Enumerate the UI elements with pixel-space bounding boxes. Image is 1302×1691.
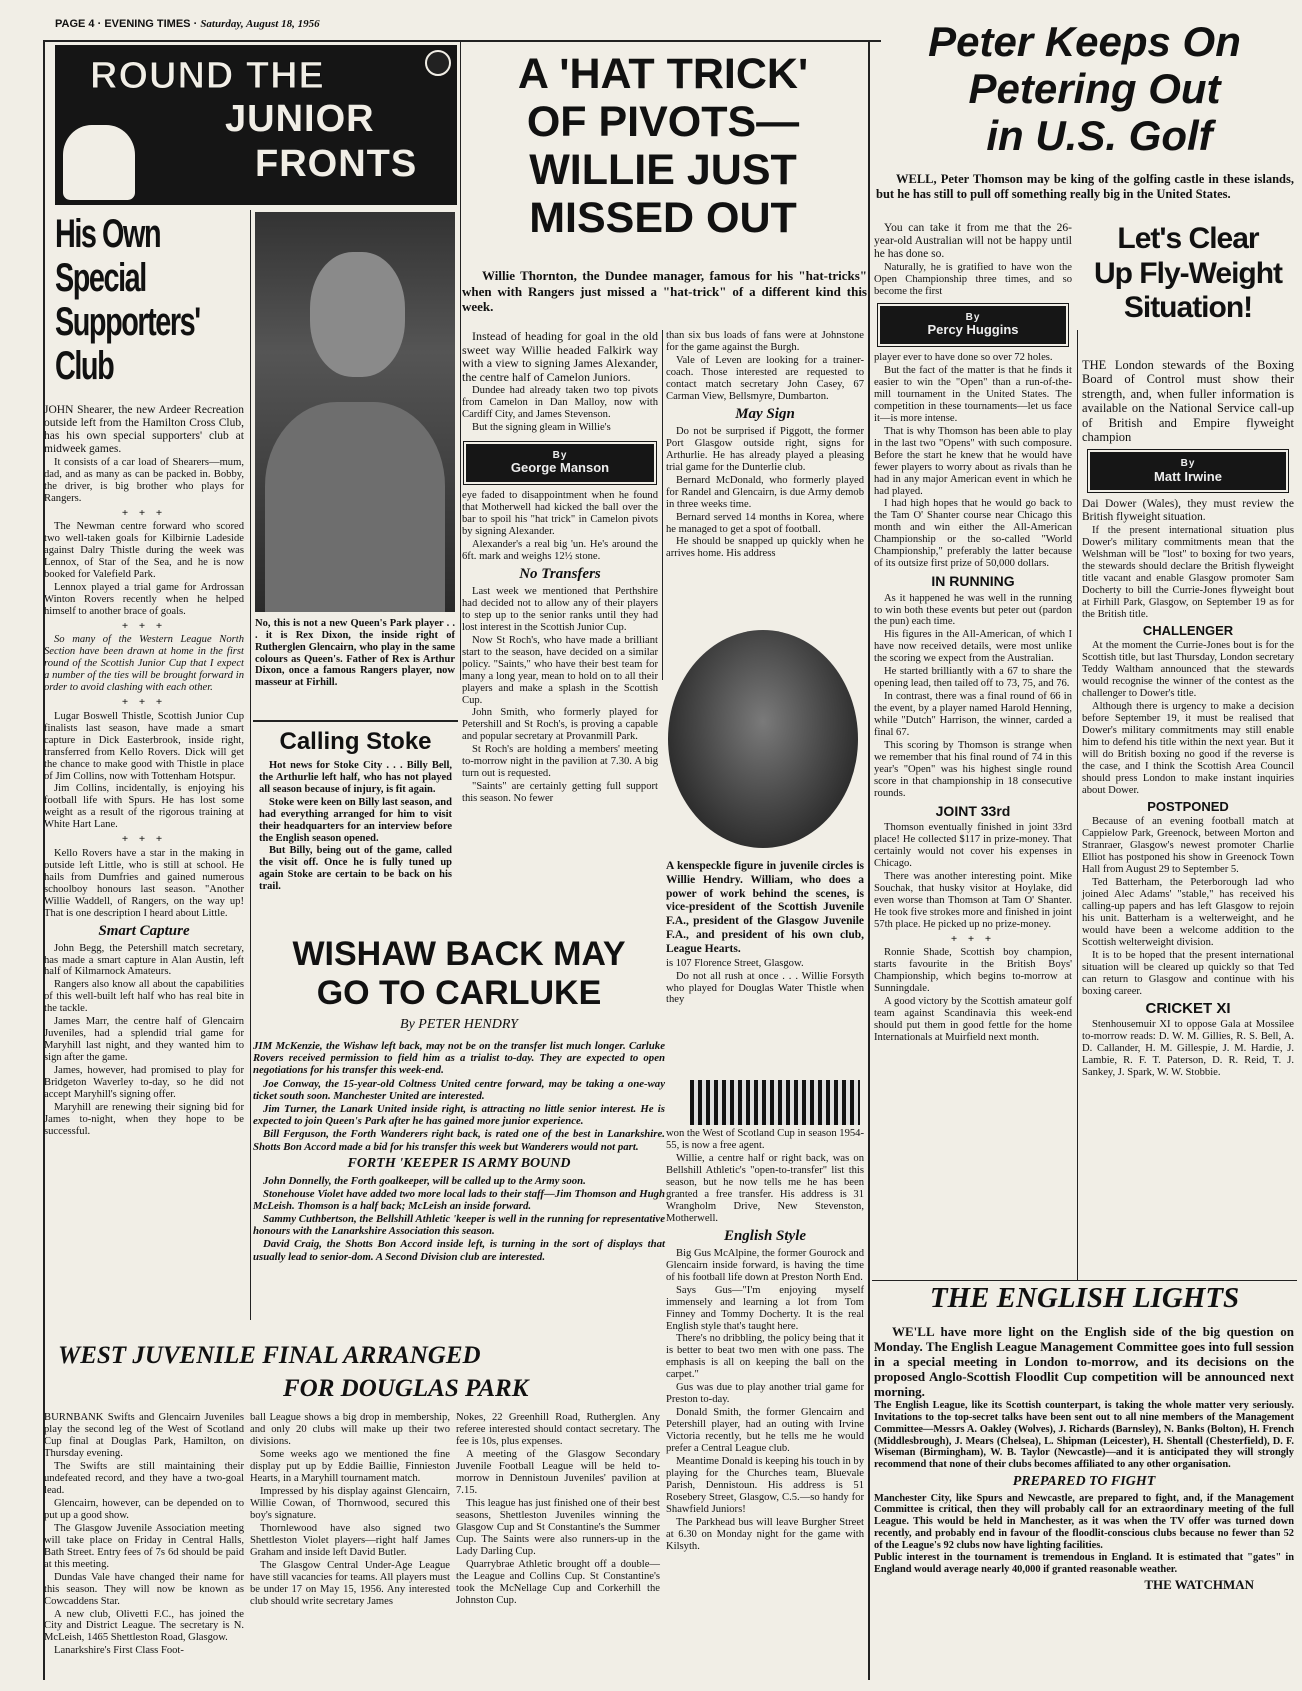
- subhead-postponed: POSTPONED: [1147, 798, 1229, 814]
- calling-stoke-text: [253, 760, 458, 892]
- subhead-may-sign: May Sign: [735, 405, 795, 422]
- westjuv-para: A new club, Olivetti F.C., has joined the City and District League. The secretary is N. McLeish, 1465 Shettleston Road, Glasgow.: [44, 1608, 244, 1644]
- hattrick-lead: Willie Thornton, the Dundee manager, famous for his "hat-tricks" when with Rangers just missed a "hat-trick" of a different kind this week.: [462, 268, 867, 315]
- boxing-para: Although there is urgency to make a decision before September 19, it must be realised that Dower's military commitments may still enable him to defend his title within the next year. But it will do British boxing no good if the reverse is the case, and I think the Scottish Area Council should press London to make instant inquiries about Dower.: [1082, 701, 1294, 796]
- golf-line: Peter Keeps On: [928, 18, 1241, 65]
- english-top-rule: [872, 1280, 1297, 1281]
- westjuv-para: Quarrybrae Athletic brought off a double—the League and Collins Cup. St Constantine's took the McNellage Cup and Corkerhill the Johnston Cup.: [456, 1558, 660, 1606]
- hattrick-line: OF PIVOTS—: [526, 98, 800, 147]
- english-para: Manchester City, like Spurs and Newcastle, are prepared to fight, and, if the Management Committee is critical, then they will probably call for an extraordinary meeting of the full League. This would be held in Manchester, as it was when the TV offer was turned down recently, and probably end in favour of the floodlit-conscious clubs because no fewer than 52 of the League's 92 clubs now have lighting facilities.: [874, 1492, 1294, 1551]
- byline-george-manson: [466, 444, 654, 482]
- hattrick-para: But the signing gleam in Willie's: [472, 422, 611, 434]
- wishaw-para: Stonehouse Violet have added two more local lads to their staff—Jim Thomson and Hugh McLeish. Thomson is a half back; McLeish an inside forward.: [253, 1187, 665, 1212]
- calling-para: But Billy, being out of the game, called the visit off. Once he is fully tuned up again Stoke are certain to be back on his trail.: [259, 845, 452, 893]
- junior-para: Rangers also know all about the capabilities of this well-built left half who has real bite in the tackle.: [44, 979, 244, 1015]
- byline-name: Matt Irwine: [1154, 468, 1222, 484]
- golf-para: As it happened he was well in the running to win both these events but peter out (pardon the pun) each time.: [874, 592, 1072, 628]
- col4-para: There's no dribbling, the policy being that it is better to beat two men with one pass. The emphasis is all on keeping the ball on the carpet.": [666, 1333, 864, 1381]
- westjuv-line: FOR DOUGLAS PARK: [283, 1374, 529, 1402]
- photo-caption: No, this is not a new Queen's Park player . . . it is Rex Dixon, the inside right of Rutherglen Glencairn, who play in the same colours as Queen's. Father of Rex is Arthur Dixon, once a famous Rangers player, now masseur at Firhill.: [255, 618, 455, 689]
- col4-para: won the West of Scotland Cup in season 1954-55, is now a free agent.: [666, 1128, 864, 1151]
- page-number: PAGE 4: [55, 18, 95, 30]
- col4-body: [666, 1128, 864, 1683]
- golf-para: A good victory by the Scottish amateur golf team against Scandinavia this week-end should put them in good fettle for the home Internationals at Muirfield next month.: [874, 996, 1072, 1044]
- hattrick-headline: [463, 50, 863, 262]
- paper-name: EVENING TIMES: [104, 18, 191, 30]
- english-signature: THE WATCHMAN: [1144, 1576, 1254, 1592]
- golf-para: But the fact of the matter is that he finds it easier to win the "Open" than a run-of-the-mill tournament in the United States. The competition in these tournaments—let us face it—is more intense.: [874, 364, 1072, 424]
- hattrick-para: St Roch's are holding a members' meeting to-morrow night in the pavilion at 7.30. A big turn out is requested.: [462, 744, 658, 780]
- golf-para: Thomson eventually finished in joint 33rd place! He collected $117 in prize-money. That certainly would not cover his expenses in Chicago.: [874, 822, 1072, 870]
- stars-divider: + + +: [121, 696, 167, 709]
- col-rule-4: [1077, 330, 1078, 1280]
- hattrick-line: MISSED OUT: [529, 194, 797, 243]
- calling-stoke-box: [253, 720, 458, 930]
- stars-divider: + + +: [121, 833, 167, 846]
- col4-para: Says Gus—"I'm enjoying myself immensely and learning a lot from Tom Finney and Tommy Docherty. It is the real English style that's taught here.: [666, 1284, 864, 1332]
- junior-banner: [55, 45, 457, 205]
- hattrick-para: He should be snapped up quickly when he arrives home. His address: [666, 536, 864, 560]
- banner-line-2: JUNIOR: [225, 98, 375, 140]
- hattrick-para: Dundee had already taken two top pivots from Camelon in Dan Malloy, now with Cardiff City, and James Stevenson.: [462, 385, 658, 421]
- stadium-thumbnail: [690, 1080, 860, 1125]
- wishaw-byline: By PETER HENDRY: [400, 1017, 518, 1032]
- calling-para: Stoke were keen on Billy last season, and had everything arranged for him to visit their headquarters for an interview before the English season opened.: [259, 797, 452, 844]
- golf-column: [874, 222, 1072, 1322]
- wishaw-line: GO TO CARLUKE: [316, 974, 602, 1013]
- hendry-photo: [668, 630, 858, 848]
- english-body: [874, 1324, 1294, 1686]
- westjuv-col1: [44, 1412, 244, 1684]
- junior-para: John Begg, the Petershill match secretary, has made a smart capture in Alan Austin, left half of Kilmarnock Amateurs.: [44, 942, 244, 978]
- col4-para: Gus was due to play another trial game for Preston to-day.: [666, 1382, 864, 1406]
- golf-para: His figures in the All-American, of which I have now received details, were most unlike the scoring we expect from the Australian.: [874, 629, 1072, 665]
- boxing-line: Situation!: [1123, 291, 1253, 324]
- player-photo: [255, 212, 455, 612]
- masthead-sep-icon: ·: [193, 18, 201, 30]
- col4-para: The Parkhead bus will leave Burgher Street at 6.30 on Monday night for the game with Kilsyth.: [666, 1517, 864, 1552]
- banner-line-1: ROUND THE: [90, 55, 325, 97]
- hattrick-para: Last week we mentioned that Perthshire had decided not to allow any of their players to step up to the senior ranks until they had lost interest in the Scottish Junior Cup.: [462, 585, 658, 633]
- junior-para: Maryhill are renewing their signing bid for James to-night, when they hope to be successful.: [44, 1102, 244, 1138]
- byline-by: By: [552, 450, 568, 462]
- junior-para: It consists of a car load of Shearers—mum, dad, and as many as can be packed in. Bobby, the driver, is big brother who plays for Rangers.: [44, 456, 244, 504]
- golf-headline: [872, 18, 1297, 168]
- junior-para: Jim Collins, incidentally, is enjoying his football life with Spurs. He has lost some weight as a result of the rigorous training at White Hart Lane.: [44, 783, 244, 831]
- golf-para: There was another interesting point. Mike Souchak, that husky visitor at Hoylake, did even worse than Thomson at Tam O' Shanter. He took five strokes more and finished in joint 57th place. He picked up no prize-money.: [874, 871, 1072, 931]
- westjuv-line: WEST JUVENILE FINAL ARRANGED: [58, 1342, 481, 1369]
- wishaw-para: Bill Ferguson, the Forth Wanderers right back, is rated one of the best in Lanarkshire. Shotts Bon Accord made a bid for his transfer this week but Wanderers would not part.: [253, 1128, 665, 1153]
- hattrick-para: Vale of Leven are looking for a trainer-coach. Those interested are requested to contact match secretary John Casey, 67 Carman View, Bellsmyre, Dumbarton.: [666, 354, 864, 402]
- junior-para: Kello Rovers have a star in the making in outside left Little, who is still at school. He hails from Dumfries and gained numerous schoolboy honours last season. "Another Willie Waddell, of Rangers, on the way up! That is one description I heard about Little.: [44, 847, 244, 919]
- wishaw-para: Sammy Cuthbertson, the Bellshill Athletic 'keeper is well in the running for representative honours with the Lanarkshire Association this season.: [253, 1213, 665, 1238]
- masthead: [55, 18, 415, 36]
- wishaw-para: JIM McKenzie, the Wishaw left back, may not be on the transfer list much longer. Carluke Rovers received permission to field him as a trialist to-day. They are expected to open negotiations for his transfer this week-end.: [253, 1040, 665, 1077]
- golf-lead: WELL, Peter Thomson may be king of the golfing castle in these islands, but he has still to pull off something really big in the United States.: [876, 172, 1294, 201]
- hattrick-para: Bernard served 14 months in Korea, where he managed to get a spot of football.: [666, 511, 864, 535]
- boxing-column: [1082, 358, 1294, 1278]
- junior-column: [44, 404, 244, 1424]
- col-rule-3: [662, 330, 663, 680]
- subhead-prepared-to-fight: PREPARED TO FIGHT: [1012, 1473, 1156, 1489]
- boxing-lead: THE London stewards of the Boxing Board of Control must show their strength, and, when fuller information is available on the National Service call-up of British and Empire flyweight champion: [1082, 358, 1294, 444]
- westjuv-para: Nokes, 22 Greenhill Road, Rutherglen. Any referee interested should contact secretary. The fee is 10s, plus expenses.: [456, 1412, 660, 1447]
- wishaw-body: [253, 1040, 665, 1350]
- english-headline: THE ENGLISH LIGHTS: [929, 1282, 1240, 1314]
- calling-stoke-title: Calling Stoke: [279, 728, 432, 755]
- westjuv-para: ball League shows a big drop in membership, and only 20 clubs will make up their two divisions.: [250, 1412, 450, 1447]
- westjuv-para: This league has just finished one of their best seasons, Shettleston Juveniles winning the Glasgow Cup and St Constantine's the Summer Cup. The Saints were also runners-up in the Lady Darling Cup.: [456, 1497, 660, 1557]
- westjuv-headline: [48, 1340, 666, 1410]
- col4-para: Big Gus McAlpine, the former Gourock and Glencairn inside forward, is having the time of his football life down at Preston North End.: [666, 1247, 864, 1283]
- top-rule: [43, 40, 881, 42]
- hattrick-para: Alexander's a real big 'un. He's around the 6ft. mark and weighs 12½ stone.: [462, 538, 658, 562]
- hattrick-para: Bernard McDonald, who formerly played for Randel and Glencairn, is due Army demob in three weeks time.: [666, 474, 864, 510]
- byline-by: By: [965, 311, 981, 323]
- junior-para: The Newman centre forward who scored two well-taken goals for Kilbirnie Ladeside against Dalry Thistle during the week was Lennox, of Star of the Sea, and he is now booked for Valefield Park.: [44, 521, 244, 581]
- english-para: Public interest in the tournament is tremendous in England. It is estimated that "gates" in England would average nearly 40,000 if granted reasonable weather.: [874, 1552, 1294, 1576]
- boxing-para: It is to be hoped that the present international situation will be cleared up quickly so that Ted can return to Glasgow and continue with his boxing career.: [1082, 949, 1294, 997]
- football-ball-icon: [425, 50, 451, 76]
- hattrick-para: than six bus loads of fans were at Johnstone for the game against the Burgh.: [666, 330, 864, 353]
- westjuv-para: A meeting of the Glasgow Secondary Juvenile Football League will be held to-morrow in Dennistoun Juveniles' pavilion at 7.15.: [456, 1448, 660, 1496]
- golf-para: That is why Thomson has been able to play in the last two "Opens" with such composure. Before the start he knew that he would have fewer players to worry about as rivals than he had in any major American event in which he had played.: [874, 425, 1072, 497]
- wishaw-line: WISHAW BACK MAY: [292, 935, 626, 973]
- boxing-para: Ted Batterham, the Peterborough lad who joined Alec Adams' "stable," has received his calling-up papers and has left Glasgow to rejoin his unit. Batterham is a welterweight, and he would have been a welcome addition to the Scottish welterweight division.: [1082, 876, 1294, 948]
- hattrick-para: Now St Roch's, who have made a brilliant start to the season, have decided on a similar policy. "Saints," who have their best team for many a long year, mean to hold on to all their players and make a splash in the Scottish Cup.: [462, 634, 658, 706]
- stars-divider: + + +: [121, 619, 167, 632]
- hattrick-line: WILLIE JUST: [529, 146, 797, 195]
- boxing-para: Dai Dower (Wales), they must review the British flyweight situation.: [1082, 498, 1294, 524]
- hendry-caption-text: A kenspeckle figure in juvenile circles is Willie Hendry. William, who does a power of work behind the scenes, is vice-president of the Scottish Juvenile F.A., president of the Glasgow Juvenile F.A., and president of his own club, League Hearts.: [666, 860, 864, 955]
- subhead-challenger: CHALLENGER: [1142, 622, 1234, 638]
- col4-para: Meantime Donald is keeping his touch in by playing for the Churches team, Bluevale Parish, Dennistoun. His address is 51 Rosebery Street, Glasgow, C.5.—so handy for Shawfield Juniors!: [666, 1456, 865, 1516]
- westjuv-para: The Glasgow Central Under-Age League have still vacancies for teams. All players must be under 17 on May 15, 1956. Any interested club should write secretary James: [250, 1559, 450, 1607]
- junior-italic: So many of the Western League North Section have been drawn at home in the first round of the Scottish Junior Cup that I expect a number of the ties will be brought forward in order to avoid clashing with each other.: [44, 634, 244, 694]
- boxing-para: Because of an evening football match at Cappielow Park, Greenock, between Morton and Stranraer, Glasgow's newest promoter Charlie Elliot has postponed his show in Greenock Town Hall from August 29 to September 5.: [1082, 816, 1294, 875]
- subhead-in-running: IN RUNNING: [931, 573, 1015, 590]
- hendry-para: Do not all rush at once . . . Willie Forsyth who played for Douglas Water Thistle when they: [666, 970, 864, 1006]
- subhead-no-transfers: No Transfers: [519, 565, 601, 582]
- hendry-para: is 107 Florence Street, Glasgow.: [666, 957, 804, 969]
- boxing-para: If the present international situation plus Dower's military commitments mean that the Welshman will be "lost" to boxing for two years, the stewards should declare the British flyweight title vacant and enable Glasgow promoter Sam Docherty to bill the Currie-Jones flyweight bout at Firhill Park, Glasgow, on September 19 as for the British title.: [1082, 525, 1294, 620]
- golf-line: in U.S. Golf: [986, 112, 1213, 160]
- westjuv-para: Glencairn, however, can be depended on to put up a good show.: [44, 1497, 244, 1521]
- boxing-headline: [1080, 222, 1296, 352]
- subhead-english-style: English Style: [723, 1227, 807, 1244]
- golf-para: He started brilliantly with a 67 to share the opening lead, then tailed off to 73, 75, and 76.: [874, 666, 1072, 690]
- english-lead: WE'LL have more light on the English side of the big question on Monday. The English League Management Committee goes into full session in a special meeting in London to-morrow, and its decisions on the proposed Anglo-Scottish Floodlit Cup competition will be announced next morning.: [874, 1324, 1294, 1400]
- byline-percy-huggins: [880, 306, 1066, 344]
- golf-para: Ronnie Shade, Scottish boy champion, starts favourite in the British Boys' Championship, which begins to-morrow at Sunningdale.: [874, 947, 1072, 995]
- byline-by: By: [1180, 458, 1196, 470]
- junior-para: James Marr, the centre half of Glencairn Juveniles, had a splendid trial game for Maryhill last night, and they wanted him to sign after the game.: [44, 1016, 244, 1064]
- byline-name: George Manson: [510, 460, 610, 476]
- subhead-forth-keeper: FORTH 'KEEPER IS ARMY BOUND: [347, 1155, 571, 1171]
- goalkeeper-icon: [63, 125, 135, 200]
- junior-para: JOHN Shearer, the new Ardeer Recreation outside left from the Hamilton Cross Club, has his own special supporters' club at midweek games.: [44, 404, 244, 455]
- hattrick-para: Do not be surprised if Piggott, the former Port Glasgow outside right, signs for Arthurlie. He has already played a pleasing trial game for the Dunterlie club.: [666, 425, 864, 473]
- junior-para: Lugar Boswell Thistle, Scottish Junior Cup finalists last season, have made a smart capture in Dick Easterbrook, inside right, transferred from Kello Rovers. Dick will get the chance to make good with Thistle in place of Jim Collins, now with Tottenham Hotspur.: [44, 710, 244, 782]
- golf-para: This scoring by Thomson is strange when we remember that his final round of 74 in this year's "Open" was his highest single round score in that championship in 18 consecutive rounds.: [874, 740, 1072, 800]
- banner-line-3: FRONTS: [255, 143, 418, 185]
- wishaw-para: Joe Conway, the 15-year-old Coltness United centre forward, may be taking a one-way ticket south soon. Manchester United are interested.: [253, 1077, 665, 1102]
- westjuv-col3: [456, 1412, 660, 1684]
- stars-divider: + + +: [121, 506, 167, 519]
- westjuv-para: BURNBANK Swifts and Glencairn Juveniles play the second leg of the West of Scotland Cup final at Douglas Park, Hamilton, on Thursday evening.: [44, 1412, 244, 1459]
- center-rule: [868, 40, 870, 1680]
- golf-para: I had high hopes that he would go back to the Tam O' Shanter course near Chicago this month and win either the All-American Championship or the so-called "World Championship," preferably the latter because of its outsize first prize of 50,000 dollars.: [874, 498, 1072, 570]
- english-para: The English League, like its Scottish counterpart, is taking the whole matter very seriously. Invitations to the top-secret talks have been sent out to all nine members of the Management Committee—Messrs A. Oakley (Wolves), J. Richards (Barnsley), N. Banks (Bolton), H. French (Middlesbrough), J. Mears (Chelsea), L. Shipman (Leicester), H. Shentall (Chesterfield), D. F. Wiseman (Birmingham), W. B. Taylor (Newcastle)—and it is anticipated they will strongly recommend that none of their clubs becomes affiliated to any other organisation.: [874, 1400, 1294, 1471]
- col4-para: Donald Smith, the former Glencairn and Petershill player, had an outing with Irvine Victoria recently, but he tells me he would prefer a Central League club.: [666, 1407, 864, 1455]
- westjuv-para: Impressed by his display against Glencairn, Willie Cowan, of Thornwood, secured this boy's signature.: [250, 1485, 450, 1521]
- westjuv-col2: [250, 1412, 450, 1684]
- golf-para: You can take it from me that the 26-year-old Australian will not be happy until he has done so.: [874, 222, 1072, 260]
- player-shirt-silhouette: [265, 402, 445, 612]
- hattrick-para: "Saints" are certainly getting full support this season. No fewer: [462, 781, 658, 805]
- col-rule-1: [250, 210, 251, 1320]
- junior-para: James, however, had promised to play for Bridgeton Waverley to-day, so he did not accept Maryhill's signing offer.: [44, 1065, 244, 1101]
- subhead-cricket-xi: CRICKET XI: [1145, 999, 1231, 1017]
- hattrick-para: Instead of heading for goal in the old sweet way Willie headed Falkirk way with a view to signing James Alexander, the centre half of Camelon Juniors.: [462, 329, 658, 384]
- calling-para: Hot news for Stoke City . . . Billy Bell, the Arthurlie left half, who has not played all season because of injury, is fit again.: [259, 760, 452, 796]
- wishaw-headline: [253, 935, 665, 1017]
- subhead-smart-capture: Smart Capture: [98, 922, 190, 939]
- hendry-caption: [666, 860, 864, 1040]
- hattrick-col1: [462, 329, 658, 805]
- subhead-joint-33rd: JOINT 33rd: [935, 803, 1011, 820]
- hattrick-para: eye faded to disappointment when he found that Motherwell had kicked the ball over the bar to spoil his "hat trick" in Camelon pivots by signing Alexander.: [462, 490, 658, 537]
- masthead-sep-icon: ·: [97, 18, 105, 30]
- junior-para: Lennox played a trial game for Ardrossan Winton Rovers recently when he helped himself to another brace of goals.: [44, 582, 244, 618]
- westjuv-para: Some weeks ago we mentioned the fine display put up by Eddie Baillie, Finnieston Hearts, in a Maryhill tournament match.: [250, 1448, 450, 1484]
- wishaw-para: John Donnelly, the Forth goalkeeper, will be called up to the Army soon.: [263, 1174, 586, 1187]
- boxing-line: Let's Clear: [1117, 222, 1259, 255]
- golf-para: In contrast, there was a final round of 66 in the event, by a player named Harold Henning, while "Dutch" Harrison, the winner, carded a final 67.: [874, 691, 1072, 739]
- wishaw-para: Jim Turner, the Lanark United inside right, is attracting no little senior interest. He is expected to join Queen's Park after he has gained more junior experience.: [253, 1102, 665, 1128]
- golf-line: Petering Out: [968, 65, 1221, 113]
- hattrick-col2: [666, 330, 864, 630]
- hattrick-line: A 'HAT TRICK': [517, 50, 809, 98]
- westjuv-para: The Swifts are still maintaining their undefeated record, and they have a two-goal lead.: [44, 1460, 244, 1496]
- issue-date: Saturday, August 18, 1956: [200, 18, 320, 30]
- stars-divider: + + +: [950, 933, 996, 945]
- byline-name: Percy Huggins: [927, 322, 1019, 338]
- hattrick-para: John Smith, who formerly played for Petershill and St Roch's, is proving a capable and popular secretary at Provanmill Park.: [462, 707, 658, 743]
- westjuv-para: Dundas Vale have changed their name for this season. They will now be known as Cowcaddens Star.: [44, 1571, 244, 1607]
- byline-matt-irwine: [1090, 452, 1286, 490]
- junior-headline: His Own Special Supporters' Club: [55, 212, 200, 388]
- boxing-para: Stenhousemuir XI to oppose Gala at Mossilee to-morrow reads: D. W. M. Gillies, R. S. Bell, A. D. Callander, H. M. Gillespie, J. M. Hardie, J. Lambie, R. F. T. Paterson, D. R. Reid, T. J. Sankey, J. Spark, W. W. Stobbie.: [1082, 1018, 1294, 1078]
- westjuv-para: Thornlewood have also signed two Shettleston Violet players—right half James Graham and inside left David Butler.: [250, 1522, 450, 1558]
- golf-para: player ever to have done so over 72 holes.: [874, 351, 1053, 363]
- wishaw-para: David Craig, the Shotts Bon Accord inside left, is turning in the sort of displays that usually lead to senior-dom. A Second Division club are interested.: [253, 1238, 665, 1263]
- col4-para: Willie, a centre half or right back, was on Bellshill Athletic's "open-to-transfer" list this season, but he now tells me he has been granted a free transfer. His address is 31 Wrangholm Drive, New Stevenston, Motherwell.: [666, 1152, 864, 1224]
- westjuv-para: The Glasgow Juvenile Association meeting will take place on Friday in Central Halls, Bath Street. Entry fees of 7s 6d should be paid at this meeting.: [44, 1522, 244, 1570]
- col-rule-2: [460, 40, 461, 680]
- westjuv-para: Lanarkshire's First Class Foot-: [54, 1645, 184, 1657]
- player-head-silhouette: [310, 252, 405, 377]
- boxing-line: Up Fly-Weight: [1093, 256, 1283, 290]
- golf-para: Naturally, he is gratified to have won the Open Championship three times, and so become the first: [874, 261, 1072, 297]
- boxing-para: At the moment the Currie-Jones bout is for the Scottish title, but last Thursday, London secretary Teddy Waltham announced that the stewards would recognise the winner of the contest as the challenger to Dower's title.: [1082, 640, 1294, 700]
